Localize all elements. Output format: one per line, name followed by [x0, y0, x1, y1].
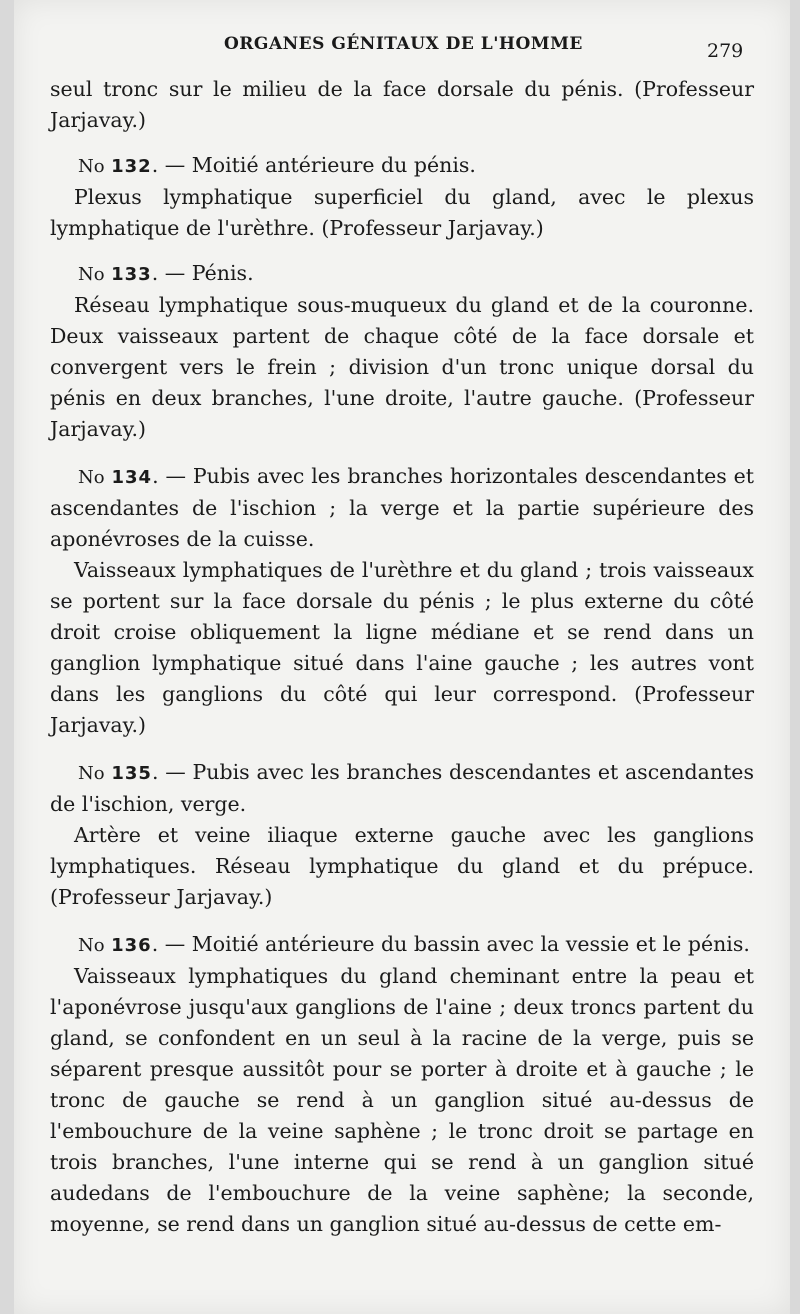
entry-number: 133 [111, 264, 152, 285]
entry-body: Vaisseaux lymphatiques du gland cheminant entre la peau et l'aponévrose jusqu'aux ganglions de l'aine ; deux troncs partent du gland, se confondent en un seul à la racine de la verge, puis se séparent presque aussitôt pour se porter à droite et à gauche ; le tronc de gauche se rend à un ganglion situé au-dessus de l'embouchure de la veine saphène ; le tronc droit se partage en trois branches, l'une interne qui se rend à un ganglion situé audedans de l'embouchure de la veine saphène; la seconde, moyenne, se rend dans un ganglion situé au-dessus de cette em- [50, 964, 754, 1236]
entry-separator: . — [151, 932, 186, 956]
page-body [50, 74, 754, 1240]
entry-separator: . — [151, 760, 186, 784]
entry-separator: . — [151, 261, 186, 285]
intro-paragraph: seul tronc sur le milieu de la face dorsale du pénis. (Professeur Jarjavay.) [50, 77, 754, 132]
entry-number-prefix: No [78, 156, 105, 177]
entry-number-prefix: No [78, 264, 105, 285]
entry-number: 132 [111, 156, 152, 177]
entry-title: Pubis avec les branches descendantes et ascendantes de l'ischion, verge. [50, 760, 754, 816]
page-number: 279 [707, 40, 744, 62]
entry-separator: . — [151, 153, 186, 177]
entry-number-prefix: No [78, 935, 105, 956]
running-head: ORGANES GÉNITAUX DE L'HOMME [224, 34, 583, 54]
entry-title: Pubis avec les branches horizontales descendantes et ascendantes de l'ischion ; la verge et la partie supérieure des aponévroses de la cuisse. [50, 464, 754, 551]
entry-separator: . — [152, 464, 186, 488]
entry-heading [50, 258, 754, 290]
entry-number-prefix: No [78, 467, 105, 488]
entry-heading [50, 150, 754, 182]
entry-number: 134 [111, 467, 153, 488]
entry-body: Réseau lymphatique sous-muqueux du gland et de la couronne. Deux vaisseaux partent de chaque côté de la face dorsale et convergent vers le frein ; division d'un tronc unique dorsal du pénis en deux branches, l'une droite, l'autre gauche. (Professeur Jarjavay.) [50, 293, 754, 441]
entry-body: Vaisseaux lymphatiques de l'urèthre et du gland ; trois vaisseaux se portent sur la face dorsale du pénis ; le plus externe du côté droit croise obliquement la ligne médiane et se rend dans un ganglion lymphatique situé dans l'aine gauche ; les autres vont dans les ganglions du côté qui leur correspond. (Professeur Jarjavay.) [50, 558, 754, 737]
entry-body: Plexus lymphatique superficiel du gland, avec le plexus lymphatique de l'urèthre. (Professeur Jarjavay.) [50, 185, 754, 240]
entry-heading-paragraph [50, 757, 754, 820]
book-page [14, 0, 790, 1314]
entry-body: Artère et veine iliaque externe gauche avec les ganglions lymphatiques. Réseau lymphatique du gland et du prépuce. (Professeur Jarjavay.) [50, 823, 754, 909]
entry-heading-paragraph [50, 929, 754, 961]
entry-title: Moitié antérieure du pénis. [191, 153, 476, 177]
entry-title: Moitié antérieure du bassin avec la vessie et le pénis. [191, 932, 750, 956]
entry-number: 136 [111, 935, 152, 956]
page-header [14, 34, 790, 64]
entry-heading-paragraph [50, 461, 754, 555]
entry-number: 135 [111, 763, 152, 784]
entry-number-prefix: No [78, 763, 105, 784]
entry-title: Pénis. [191, 261, 254, 285]
